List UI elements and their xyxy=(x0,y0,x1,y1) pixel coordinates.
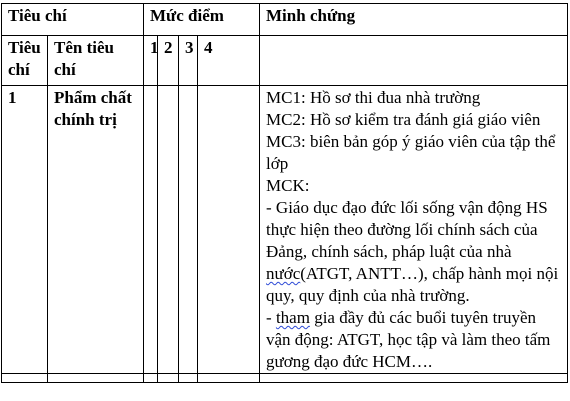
score-level-3: 3 xyxy=(179,36,198,86)
evidence-mck: MCK: xyxy=(266,176,310,195)
evidence-mc2: MC2: Hồ sơ kiểm tra đánh giá giáo viên xyxy=(266,110,541,129)
next-row-cell xyxy=(2,374,48,383)
next-row-cell xyxy=(179,374,198,383)
score-level-2: 2 xyxy=(158,36,179,86)
next-row-cell xyxy=(48,374,144,383)
spellcheck-underline: nước xyxy=(266,264,301,283)
next-row-cell xyxy=(260,374,568,383)
evidence-mck-item-1: - Giáo dục đạo đức lối sống vận động HS thực hiện theo đường lối chính sách của Đảng, chính sách, pháp luật của nhà nước(ATGT, ANTT…), chấp hành mọi nội quy, quy định của nhà trường. xyxy=(266,198,559,305)
next-row-cell xyxy=(198,374,260,383)
score-level-1: 1 xyxy=(144,36,158,86)
criteria-number: 1 xyxy=(2,86,48,374)
score-cell-3 xyxy=(179,86,198,374)
score-level-4: 4 xyxy=(198,36,260,86)
next-row-cell xyxy=(144,374,158,383)
score-cell-4 xyxy=(198,86,260,374)
next-row-cell xyxy=(158,374,179,383)
criteria-name-header: Tên tiêu chí xyxy=(48,36,144,86)
criteria-header: Tiêu chí xyxy=(2,4,144,36)
score-level-header: Mức điểm xyxy=(144,4,260,36)
score-cell-1 xyxy=(144,86,158,374)
evidence-mck-item-2: - tham gia đầy đủ các buổi tuyên truyền vận động: ATGT, học tập và làm theo tấm gương đạo đức HCM…. xyxy=(266,308,551,371)
criteria-name: Phẩm chất chính trị xyxy=(48,86,144,374)
table-row xyxy=(2,86,568,374)
evidence-cell xyxy=(260,86,568,374)
spellcheck-underline: tham xyxy=(275,308,310,327)
criteria-number-header: Tiêu chí xyxy=(2,36,48,86)
evidence-mc1: MC1: Hồ sơ thi đua nhà trường xyxy=(266,88,481,107)
score-cell-2 xyxy=(158,86,179,374)
evidence-subheader-empty xyxy=(260,36,568,86)
table-subheader-row xyxy=(2,36,568,86)
evaluation-table xyxy=(1,3,568,383)
table-row-next xyxy=(2,374,568,383)
table-header-row xyxy=(2,4,568,36)
evidence-header: Minh chứng xyxy=(260,4,568,36)
evidence-mc3: MC3: biên bản góp ý giáo viên của tập thể lớp xyxy=(266,132,556,173)
